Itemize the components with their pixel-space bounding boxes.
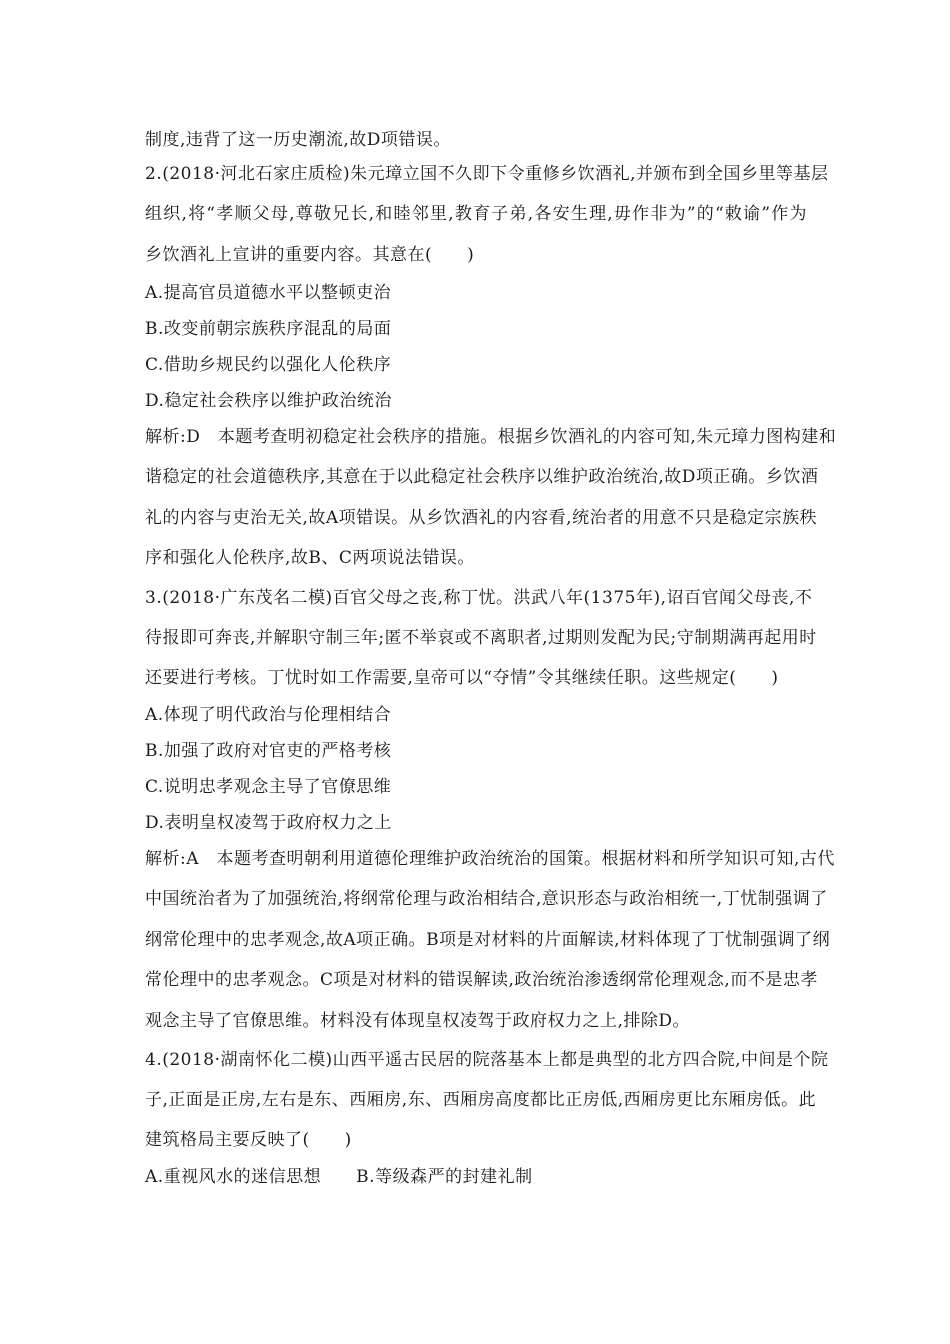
q2-option-b: B.改变前朝宗族秩序混乱的局面 — [145, 319, 392, 339]
q2-stem-line: 组织,将“孝顺父母,尊敬兄长,和睦邻里,教育子弟,各安生理,毋作非为”的“敕谕”作为 — [145, 204, 807, 224]
q3-option-b: B.加强了政府对官吏的严格考核 — [145, 741, 392, 761]
q4-options-row: A.重视风水的迷信思想 B.等级森严的封建礼制 — [145, 1167, 533, 1187]
q4-stem-line: 4.(2018·湖南怀化二模)山西平遥古民居的院落基本上都是典型的北方四合院,中间是个院 — [145, 1050, 829, 1070]
q3-stem-line: 还要进行考核。丁忧时如工作需要,皇帝可以“夺情”令其继续任职。这些规定( ) — [145, 668, 779, 688]
q2-option-a: A.提高官员道德水平以整顿吏治 — [145, 283, 392, 303]
q3-analysis-line: 常伦理中的忠孝观念。C项是对材料的错误解读,政治统治渗透纲常伦理观念,而不是忠孝 — [145, 970, 818, 990]
q4-stem-line: 子,正面是正房,左右是东、西厢房,东、西厢房高度都比正房低,西厢房更比东厢房低。此 — [145, 1090, 817, 1110]
q3-option-c: C.说明忠孝观念主导了官僚思维 — [145, 777, 392, 797]
q1-analysis-tail: 制度,违背了这一历史潮流,故D项错误。 — [145, 130, 451, 150]
q3-analysis-line: 中国统治者为了加强统治,将纲常伦理与政治相结合,意识形态与政治相统一,丁忧制强调了 — [145, 889, 828, 909]
q3-analysis-line: 纲常伦理中的忠孝观念,故A项正确。B项是对材料的片面解读,材料体现了丁忧制强调了纲 — [145, 930, 831, 950]
q3-analysis-line: 解析:A 本题考查明朝利用道德伦理维护政治统治的国策。根据材料和所学知识可知,古代 — [145, 849, 835, 869]
q4-stem-line: 建筑格局主要反映了( ) — [145, 1130, 352, 1150]
q3-stem-line: 待报即可奔丧,并解职守制三年;匿不举哀或不离职者,过期则发配为民;守制期满再起用时 — [145, 628, 817, 648]
q2-analysis-line: 谐稳定的社会道德秩序,其意在于以此稳定社会秩序以维护政治统治,故D项正确。乡饮酒 — [145, 467, 819, 487]
q2-analysis-line: 解析:D 本题考查明初稳定社会秩序的措施。根据乡饮酒礼的内容可知,朱元璋力图构建和 — [145, 427, 837, 447]
q2-option-c: C.借助乡规民约以强化人伦秩序 — [145, 355, 392, 375]
q3-option-d: D.表明皇权凌驾于政府权力之上 — [145, 813, 392, 833]
q2-analysis-line: 礼的内容与吏治无关,故A项错误。从乡饮酒礼的内容看,统治者的用意不只是稳定宗族秩 — [145, 508, 818, 528]
q3-stem-line: 3.(2018·广东茂名二模)百官父母之丧,称丁忧。洪武八年(1375年),诏百官闻父母丧,不 — [145, 588, 813, 608]
q2-analysis-line: 序和强化人伦秩序,故B、C两项说法错误。 — [145, 548, 475, 568]
q3-option-a: A.体现了明代政治与伦理相结合 — [145, 705, 392, 725]
q2-stem-line: 2.(2018·河北石家庄质检)朱元璋立国不久即下令重修乡饮酒礼,并颁布到全国乡里等基层 — [145, 164, 829, 184]
q2-stem-line: 乡饮酒礼上宣讲的重要内容。其意在( ) — [145, 245, 475, 265]
q3-analysis-line: 观念主导了官僚思维。材料没有体现皇权凌驾于政府权力之上,排除D。 — [145, 1011, 691, 1031]
q2-option-d: D.稳定社会秩序以维护政治统治 — [145, 391, 392, 411]
